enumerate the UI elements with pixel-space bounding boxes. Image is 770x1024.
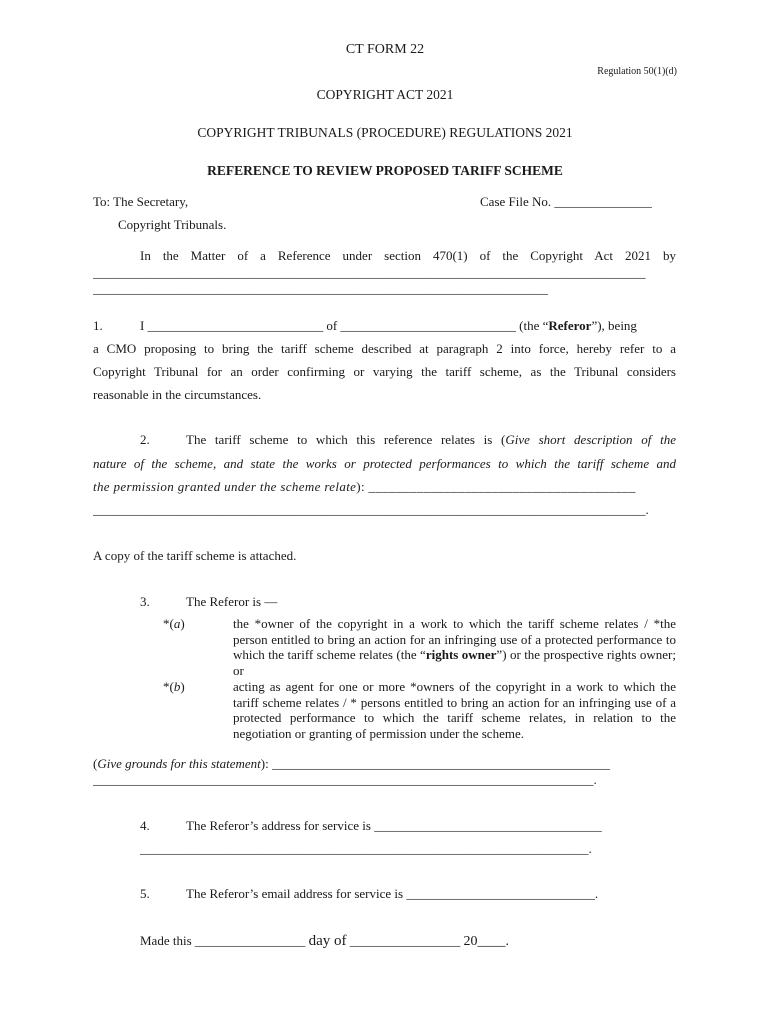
item-a-prefix: *( <box>163 616 174 631</box>
item-a-text-2: ”) or the prospective rights owner; or <box>233 647 676 678</box>
item-b-letter: b <box>173 679 181 694</box>
matter-blank-line-2: ______________________________________________________________________ <box>93 281 548 296</box>
form-heading: REFERENCE TO REVIEW PROPOSED TARIFF SCHEME <box>207 163 563 178</box>
day-of-text: day of <box>308 933 347 949</box>
para2-number: 2. <box>140 432 150 447</box>
item-a-suffix: ) <box>180 616 185 631</box>
para2-line-3 <box>93 479 676 495</box>
para2-blank-line: _____________________________________________________________________________________. <box>93 502 649 517</box>
para2-line-1 <box>186 432 676 448</box>
item-b-text: acting as agent for one or more *owners of the copyright in a work to which the tariff scheme relates / * persons entitled to bring an action for an infringing use of a protected performance to which the tariff scheme relates, in relation to the negotiation or granting of permission under the scheme. <box>233 679 676 741</box>
item-a-text <box>233 616 676 678</box>
para1-line-2: a CMO proposing to bring the tariff scheme described at paragraph 2 into force, hereby refer to a <box>93 341 676 356</box>
para1-number: 1. <box>93 318 103 333</box>
matter-line-1: In the Matter of a Reference under section 470(1) of the Copyright Act 2021 by <box>140 248 676 263</box>
para4-number: 4. <box>140 818 150 833</box>
grounds-open: ( <box>93 756 98 771</box>
para4-address-line: The Referor’s address for service is ___________________________________ <box>186 818 602 833</box>
grounds-blank: ): ____________________________________________________ <box>260 756 610 771</box>
case-file-number: Case File No. _______________ <box>480 194 652 209</box>
month-blank: _________________ <box>349 933 461 948</box>
para4-blank-line: _____________________________________________________________________. <box>140 841 592 856</box>
addressee-to: To: The Secretary, <box>93 194 189 209</box>
para3-number: 3. <box>140 594 150 609</box>
para1-line-3: Copyright Tribunal for an order confirming or varying the tariff scheme, as the Tribunal considers <box>93 364 676 379</box>
para1-line-4: reasonable in the circumstances. <box>93 387 262 402</box>
para2-line-1-text: The tariff scheme to which this reference relates is ( <box>186 432 506 447</box>
act-title: COPYRIGHT ACT 2021 <box>316 87 454 102</box>
para3-intro: The Referor is — <box>186 594 278 609</box>
tariff-scheme-attached-note: A copy of the tariff scheme is attached. <box>93 548 297 563</box>
grounds-line-2: _____________________________________________________________________________. <box>93 772 597 787</box>
grounds-instruction: Give grounds for this statement <box>97 756 261 771</box>
referor-term: Referor <box>548 318 592 333</box>
item-b-label <box>163 679 185 695</box>
made-this-line <box>140 933 509 950</box>
year-text: 20____. <box>463 934 510 949</box>
para2-instruction-2: nature of the scheme, and state the works or protected performances to which the tariff scheme and <box>93 456 676 471</box>
addressee-org: Copyright Tribunals. <box>118 217 227 232</box>
rights-owner-term: rights owner <box>425 647 497 662</box>
grounds-line-1 <box>93 756 633 772</box>
made-this-text: Made this _________________ <box>140 933 306 948</box>
para5-number: 5. <box>140 886 150 901</box>
para1-line-1-end: ”), being <box>591 318 637 333</box>
item-b-suffix: ) <box>180 679 185 694</box>
item-a-text-1: the *owner of the copyright in a work to which the tariff scheme relates / *the person entitled to bring an action for an infringing use of a protected performance to which the tariff scheme relates (the “ <box>233 616 676 662</box>
para2-line-3-blank: ): _______________________________________ <box>356 479 636 494</box>
item-a-letter: a <box>173 616 181 631</box>
regulations-title: COPYRIGHT TRIBUNALS (PROCEDURE) REGULATIONS 2021 <box>197 125 573 140</box>
regulation-reference: Regulation 50(1)(d) <box>597 66 677 77</box>
para2-instruction-1: Give short description of the <box>505 432 676 447</box>
para1-line-1-text: I ___________________________ of ___________________________ (the “ <box>140 318 549 333</box>
para1-line-1 <box>140 318 637 334</box>
para2-instruction-3: the permission granted under the scheme relate <box>93 479 357 494</box>
matter-blank-line-1: _____________________________________________________________________________________ <box>93 265 646 280</box>
item-b-prefix: *( <box>163 679 174 694</box>
form-number: CT FORM 22 <box>345 42 425 57</box>
item-a-label <box>163 616 185 632</box>
para2-line-2 <box>93 456 676 472</box>
para5-email-line: The Referor’s email address for service is _____________________________. <box>186 886 599 901</box>
